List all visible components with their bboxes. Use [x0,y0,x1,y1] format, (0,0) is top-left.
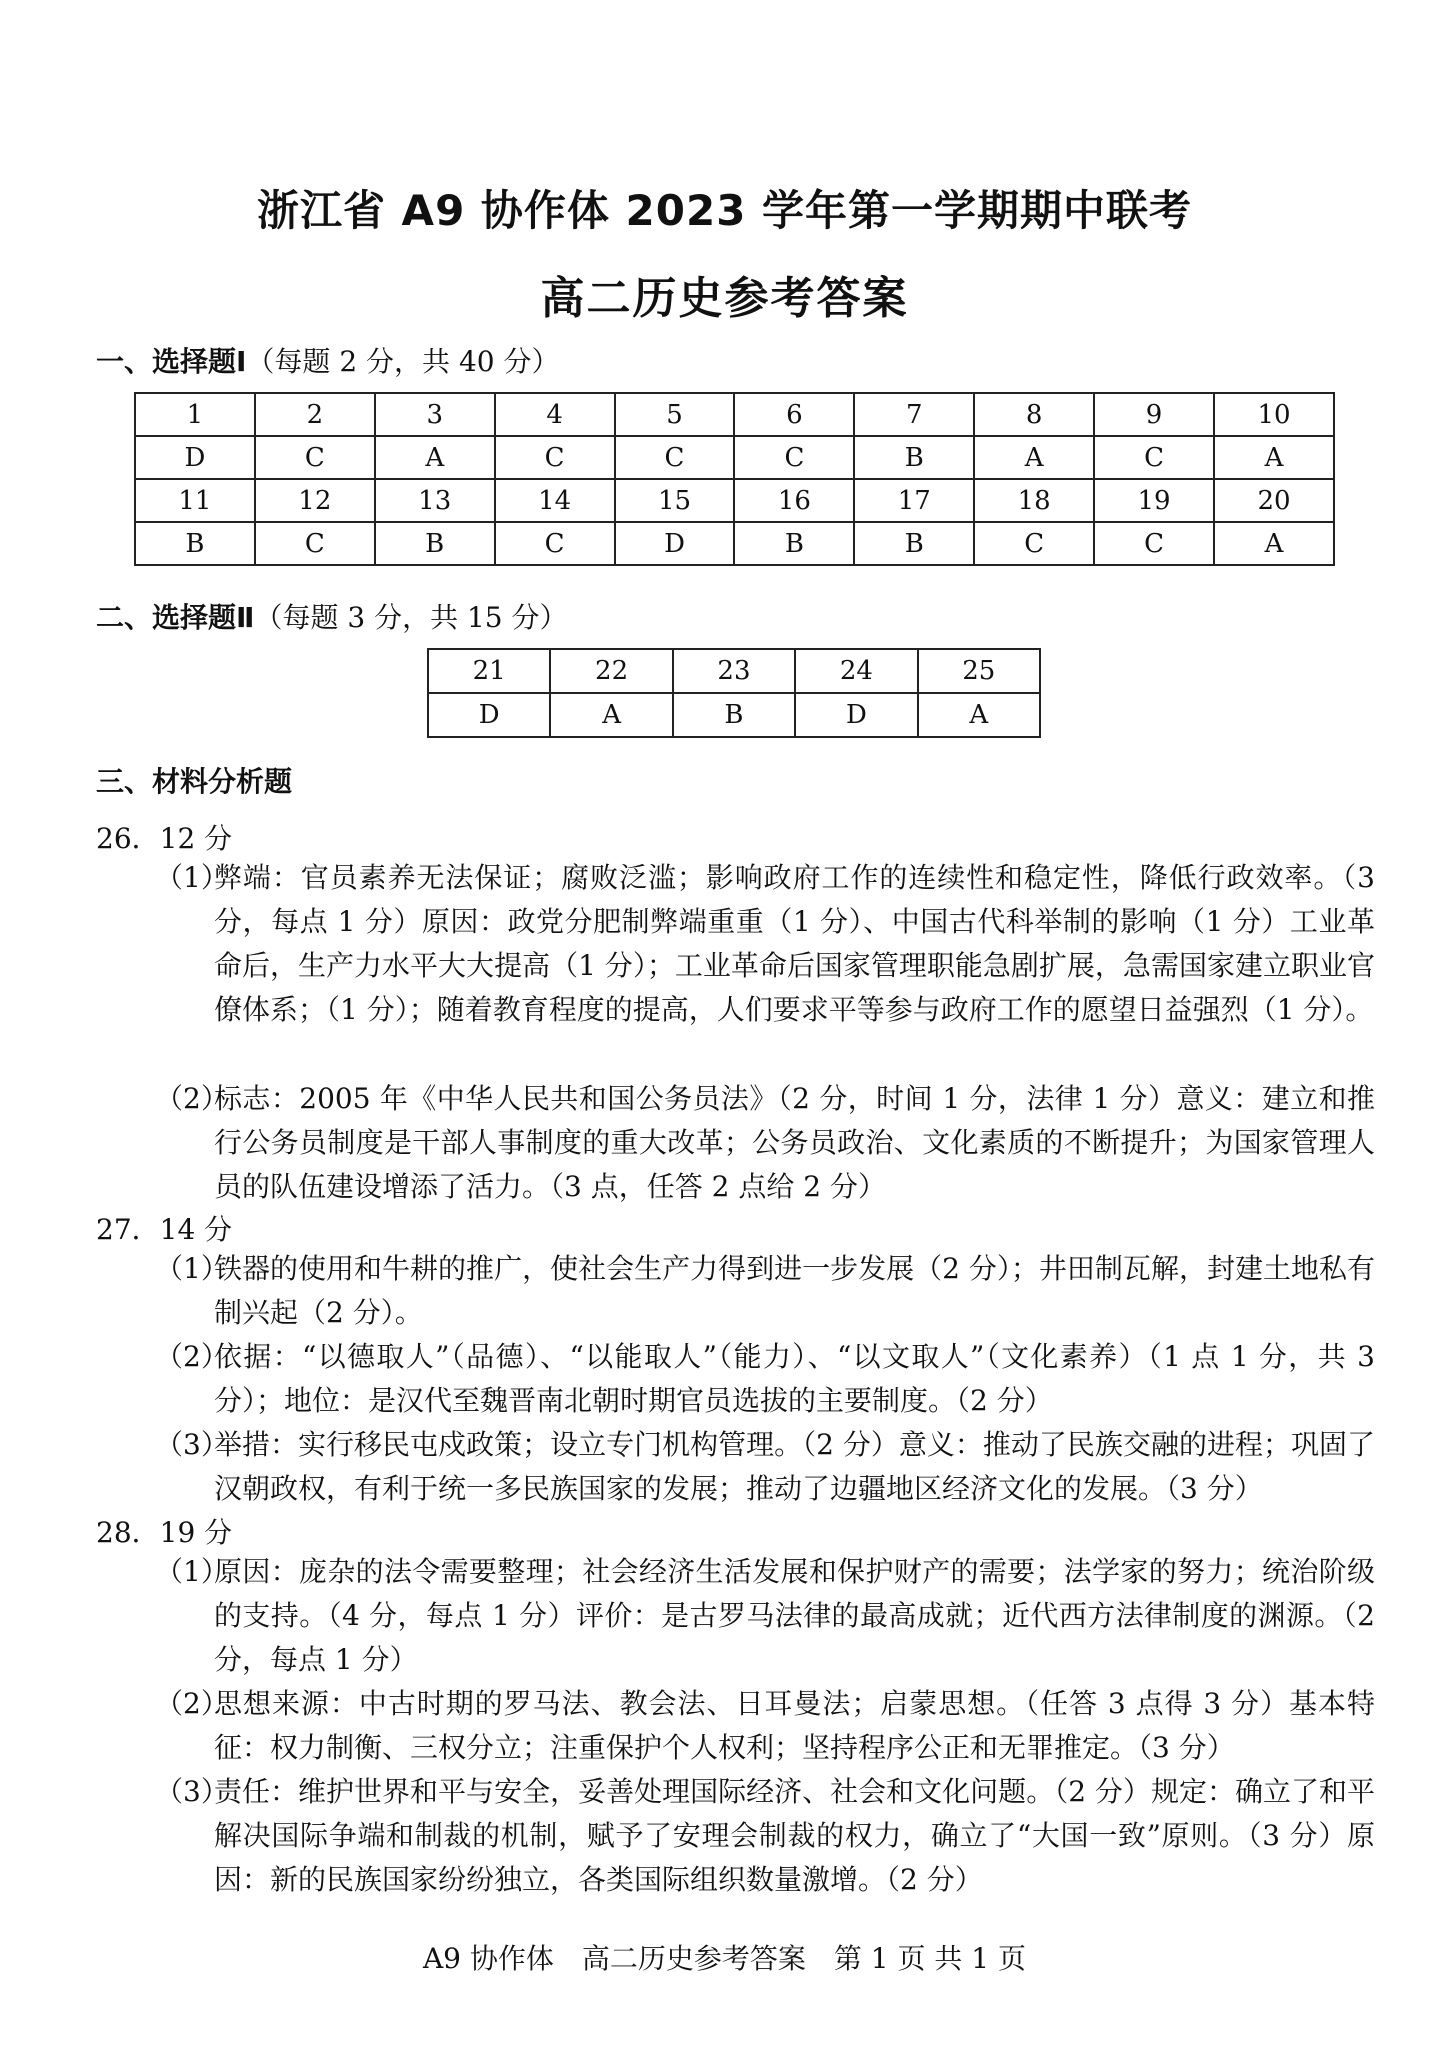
answer-cell: A [375,436,495,479]
question-number-cell: 11 [135,479,255,522]
section-2-label: 二、选择题Ⅱ [96,601,255,634]
question-28-part-3 [155,1770,1375,1902]
question-number-cell: 7 [854,393,974,436]
section-2-answer-table [427,648,1041,738]
answer-key-title: 高二历史参考答案 [540,273,909,324]
question-number-cell: 13 [375,479,495,522]
question-number-cell: 15 [615,479,735,522]
question-number-cell: 24 [795,649,917,693]
question-number-cell: 18 [974,479,1094,522]
question-number-cell: 8 [974,393,1094,436]
question-27-part-1 [155,1247,1375,1335]
answer-cell: D [135,436,255,479]
question-number-cell: 14 [495,479,615,522]
answer-cell: B [673,693,795,737]
part-text: 举措：实行移民屯戍政策；设立专门机构管理。（2 分）意义：推动了民族交融的进程；巩固了汉朝政权，有利于统一多民族国家的发展；推动了边疆地区经济文化的发展。（3 分） [214,1428,1375,1505]
part-text: 责任：维护世界和平与安全，妥善处理国际经济、社会和文化问题。（2 分）规定：确立了和平解决国际争端和制裁的机制，赋予了安理会制裁的权力，确立了“大国一致”原则。（3 分）原因：新的民族国家纷纷独立，各类国际组织数量激增。（2 分） [214,1775,1375,1896]
part-text: 依据：“以德取人”（品德）、“以能取人”（能力）、“以文取人”（文化素养）（1 点 1 分，共 3 分）；地位：是汉代至魏晋南北朝时期官员选拔的主要制度。（2 分） [214,1340,1375,1417]
question-26-heading: 26．12 分 [96,822,233,855]
section-1-answer-table [134,392,1335,566]
part-label: （1） [155,861,229,894]
answer-row [135,522,1334,565]
answer-row [428,693,1040,737]
answer-cell: A [974,436,1094,479]
question-27-part-2 [155,1335,1375,1423]
question-number-cell: 23 [673,649,795,693]
question-number-row [135,393,1334,436]
part-text: 原因：庞杂的法令需要整理；社会经济生活发展和保护财产的需要；法学家的努力；统治阶级的支持。（4 分，每点 1 分）评价：是古罗马法律的最高成就；近代西方法律制度的渊源。（2 分，每点 1 分） [214,1555,1375,1676]
section-1-heading [96,340,559,380]
answer-cell: A [918,693,1040,737]
answer-cell: B [854,436,974,479]
part-label: （3） [155,1428,229,1461]
answer-row [135,436,1334,479]
question-number-cell: 9 [1094,393,1214,436]
question-26-part-2 [155,1077,1375,1209]
answer-cell: D [615,522,735,565]
question-number-row [135,479,1334,522]
question-28-part-1 [155,1550,1375,1682]
question-28-heading: 28．19 分 [96,1516,233,1549]
answer-cell: C [255,522,375,565]
question-number-cell: 25 [918,649,1040,693]
question-number-cell: 19 [1094,479,1214,522]
answer-cell: A [1214,436,1334,479]
part-label: （2） [155,1687,229,1720]
page-footer: A9 协作体 高二历史参考答案 第 1 页 共 1 页 [422,1942,1027,1975]
answer-cell: D [428,693,550,737]
answer-cell: C [1094,522,1214,565]
part-text: 弊端：官员素养无法保证；腐败泛滥；影响政府工作的连续性和稳定性，降低行政效率。（3 分，每点 1 分）原因：政党分肥制弊端重重（1 分）、中国古代科举制的影响（1 分）工业革命后，生产力水平大大提高（1 分）；工业革命后国家管理职能急剧扩展，急需国家建立职业官僚体系；（1 分）；随着教育程度的提高，人们要求平等参与政府工作的愿望日益强烈（1 分）。 [214,861,1375,1026]
question-number-cell: 16 [734,479,854,522]
question-number-cell: 12 [255,479,375,522]
exam-title: 浙江省 A9 协作体 2023 学年第一学期期中联考 [256,186,1193,235]
part-text: 铁器的使用和牛耕的推广，使社会生产力得到进一步发展（2 分）；井田制瓦解，封建土地私有制兴起（2 分）。 [214,1252,1375,1329]
question-26-part-1 [155,856,1375,1032]
part-label: （2） [155,1340,229,1373]
question-number-cell: 22 [550,649,672,693]
question-number-cell: 10 [1214,393,1334,436]
section-3-label: 三、材料分析题 [96,765,293,798]
answer-cell: C [1094,436,1214,479]
section-1-label: 一、选择题Ⅰ [96,345,247,378]
answer-cell: C [615,436,735,479]
question-number-cell: 3 [375,393,495,436]
answer-cell: C [974,522,1094,565]
section-3-heading [96,760,292,800]
question-27-part-3 [155,1423,1375,1511]
question-number-cell: 20 [1214,479,1334,522]
question-number-cell: 17 [854,479,974,522]
answer-cell: C [495,522,615,565]
section-1-note: （每题 2 分，共 40 分） [246,345,560,378]
answer-cell: B [734,522,854,565]
question-number-cell: 5 [615,393,735,436]
part-label: （1） [155,1555,229,1588]
answer-cell: B [854,522,974,565]
part-text: 思想来源：中古时期的罗马法、教会法、日耳曼法；启蒙思想。（任答 3 点得 3 分）基本特征：权力制衡、三权分立；注重保护个人权利；坚持程序公正和无罪推定。（3 分） [214,1687,1375,1764]
answer-cell: C [255,436,375,479]
answer-cell: C [734,436,854,479]
question-number-row [428,649,1040,693]
answer-cell: A [1214,522,1334,565]
question-number-cell: 1 [135,393,255,436]
part-label: （3） [155,1775,229,1808]
question-28-part-2 [155,1682,1375,1770]
question-number-cell: 6 [734,393,854,436]
part-text: 标志：2005 年《中华人民共和国公务员法》（2 分，时间 1 分，法律 1 分）意义：建立和推行公务员制度是干部人事制度的重大改革；公务员政治、文化素质的不断提升；为国家管理人员的队伍建设增添了活力。（3 点，任答 2 点给 2 分） [214,1082,1375,1203]
section-2-heading [96,596,568,636]
question-27-heading: 27．14 分 [96,1213,233,1246]
question-number-cell: 4 [495,393,615,436]
part-label: （1） [155,1252,229,1285]
question-number-cell: 2 [255,393,375,436]
part-label: （2） [155,1082,229,1115]
answer-cell: B [135,522,255,565]
answer-cell: C [495,436,615,479]
answer-cell: A [550,693,672,737]
question-number-cell: 21 [428,649,550,693]
answer-cell: B [375,522,495,565]
answer-cell: D [795,693,917,737]
section-2-note: （每题 3 分，共 15 分） [254,601,568,634]
